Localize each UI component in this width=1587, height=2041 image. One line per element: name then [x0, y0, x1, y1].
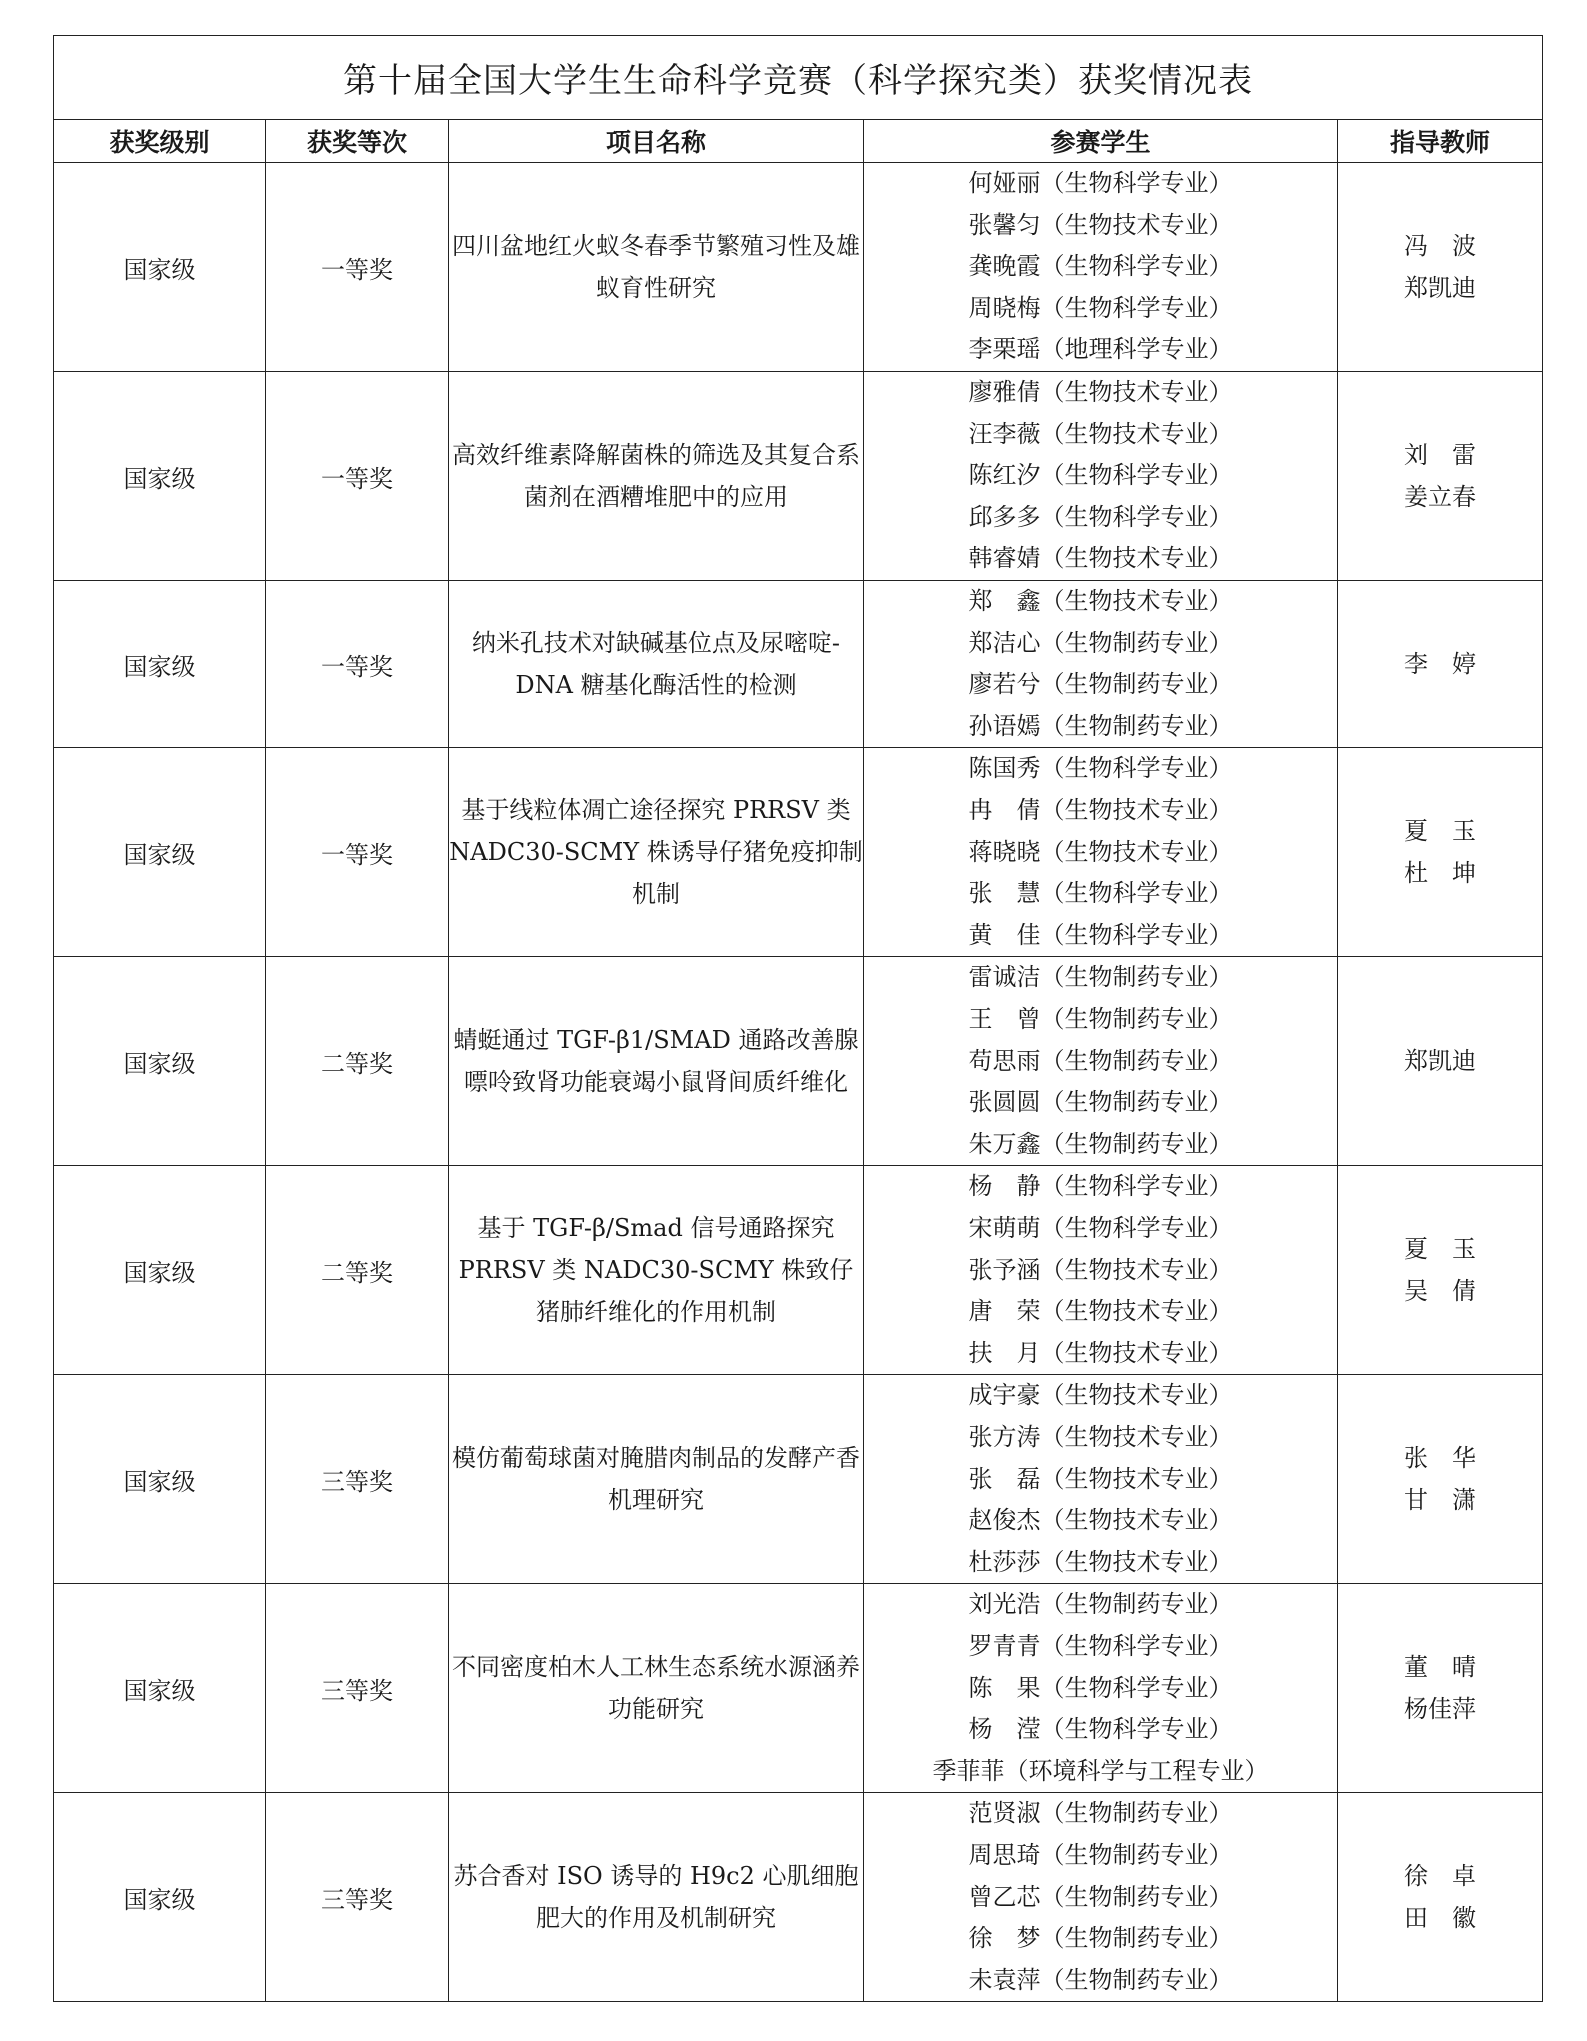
- students-cell: [864, 1584, 1338, 1793]
- table-row: [54, 1166, 1543, 1375]
- award-grade-cell: 二等奖: [266, 1166, 449, 1375]
- table-row: [54, 1375, 1543, 1584]
- advisor-name: 郑凯迪: [1404, 274, 1477, 302]
- student-entry: 罗青青（生物科学专业）: [968, 1631, 1233, 1660]
- advisor-name: 冯 波: [1404, 232, 1477, 260]
- student-entry: 张圆圆（生物制药专业）: [968, 1088, 1233, 1117]
- award-grade-cell: 三等奖: [266, 1584, 449, 1793]
- table-row: [54, 1793, 1543, 2002]
- header-award-grade: 获奖等次: [266, 120, 449, 163]
- student-entry: 赵俊杰（生物技术专业）: [968, 1506, 1233, 1535]
- advisor-name: 徐 卓: [1404, 1862, 1477, 1891]
- project-name-cell: [449, 1375, 864, 1584]
- project-name-cell: [449, 1584, 864, 1793]
- award-level-cell: 国家级: [54, 1375, 266, 1584]
- award-level-cell: 国家级: [54, 1166, 266, 1375]
- table-row: [54, 372, 1543, 581]
- student-entry: 张馨匀（生物技术专业）: [968, 210, 1233, 239]
- advisors-cell: [1338, 1793, 1543, 2002]
- student-entry: 杨 滢（生物科学专业）: [968, 1715, 1233, 1744]
- project-name: 纳米孔技术对缺碱基位点及尿嘧啶-DNA 糖基化酶活性的检测: [471, 629, 841, 700]
- student-entry: 廖雅倩（生物技术专业）: [968, 378, 1233, 407]
- student-entry: 曾乙芯（生物制药专业）: [968, 1882, 1233, 1911]
- student-entry: 刘光浩（生物制药专业）: [968, 1590, 1233, 1619]
- student-entry: 宋萌萌（生物科学专业）: [968, 1213, 1233, 1242]
- student-entry: 郑 鑫（生物技术专业）: [968, 587, 1233, 615]
- advisor-name: 吴 倩: [1404, 1277, 1477, 1306]
- header-award-level: 获奖级别: [54, 120, 266, 163]
- table-row: [54, 1584, 1543, 1793]
- student-entry: 孙语嫣（生物制药专业）: [968, 711, 1233, 740]
- project-name-cell: [449, 581, 864, 748]
- award-level-cell: 国家级: [54, 748, 266, 957]
- project-name-cell: [449, 1166, 864, 1375]
- project-name-cell: [449, 372, 864, 581]
- student-entry: 唐 荣（生物技术专业）: [968, 1297, 1233, 1326]
- student-entry: 汪李薇（生物技术专业）: [968, 419, 1233, 448]
- project-name-cell: [449, 1793, 864, 2002]
- project-name: 蜻蜓通过 TGF-β1/SMAD 通路改善腺嘌呤致肾功能衰竭小鼠肾间质纤维化: [453, 1026, 859, 1097]
- project-name: 四川盆地红火蚁冬春季节繁殖习性及雄蚁育性研究: [452, 232, 860, 302]
- student-entry: 邱多多（生物科学专业）: [968, 502, 1233, 531]
- award-grade-cell: 一等奖: [266, 581, 449, 748]
- student-entry: 王 曾（生物制药专业）: [968, 1004, 1233, 1033]
- advisors-cell: [1338, 581, 1543, 748]
- award-rows: [54, 163, 1543, 2002]
- advisor-name: 田 徽: [1404, 1904, 1477, 1933]
- advisor-name: 刘 雷: [1404, 441, 1477, 469]
- project-name: 基于 TGF-β/Smad 信号通路探究 PRRSV 类 NADC30-SCMY 株致仔猪肺纤维化的作用机制: [458, 1214, 854, 1327]
- table-title: 第十届全国大学生生命科学竞赛（科学探究类）获奖情况表: [54, 36, 1543, 120]
- student-entry: 杨 静（生物科学专业）: [968, 1172, 1233, 1201]
- advisor-name: 夏 玉: [1404, 1235, 1477, 1264]
- students-cell: [864, 1375, 1338, 1584]
- project-name: 不同密度柏木人工林生态系统水源涵养功能研究: [452, 1653, 860, 1724]
- advisor-name: 夏 玉: [1404, 817, 1477, 846]
- student-entry: 张 磊（生物技术专业）: [968, 1464, 1233, 1493]
- students-cell: [864, 581, 1338, 748]
- advisors-cell: [1338, 1375, 1543, 1584]
- student-entry: 范贤淑（生物制药专业）: [968, 1799, 1233, 1828]
- student-entry: 杜莎莎（生物技术专业）: [968, 1547, 1233, 1576]
- student-entry: 何娅丽（生物科学专业）: [968, 169, 1233, 198]
- student-entry: 未袁萍（生物制药专业）: [968, 1965, 1233, 1994]
- award-level-cell: 国家级: [54, 163, 266, 372]
- award-grade-cell: 一等奖: [266, 372, 449, 581]
- advisors-cell: [1338, 748, 1543, 957]
- student-entry: 陈国秀（生物科学专业）: [968, 754, 1233, 783]
- advisor-name: 姜立春: [1404, 483, 1477, 511]
- award-grade-cell: 一等奖: [266, 163, 449, 372]
- award-level-cell: 国家级: [54, 1793, 266, 2002]
- project-name: 高效纤维素降解菌株的筛选及其复合系菌剂在酒糟堆肥中的应用: [452, 441, 860, 511]
- advisors-cell: [1338, 957, 1543, 1166]
- advisors-cell: [1338, 163, 1543, 372]
- project-name-cell: [449, 163, 864, 372]
- award-level-cell: 国家级: [54, 581, 266, 748]
- students-cell: [864, 748, 1338, 957]
- table-row: [54, 163, 1543, 372]
- student-entry: 张方涛（生物技术专业）: [968, 1422, 1233, 1451]
- student-entry: 蒋晓晓（生物技术专业）: [968, 837, 1233, 866]
- award-grade-cell: 三等奖: [266, 1793, 449, 2002]
- students-cell: [864, 1166, 1338, 1375]
- student-entry: 朱万鑫（生物制药专业）: [968, 1129, 1233, 1158]
- student-entry: 韩睿婧（生物技术专业）: [968, 544, 1233, 573]
- student-entry: 龚晚霞（生物科学专业）: [968, 252, 1233, 281]
- award-table-page: [53, 35, 1542, 2002]
- advisor-name: 甘 潇: [1404, 1486, 1477, 1515]
- students-cell: [864, 372, 1338, 581]
- advisor-name: 董 晴: [1404, 1653, 1477, 1682]
- advisors-cell: [1338, 1584, 1543, 1793]
- student-entry: 李栗瑶（地理科学专业）: [968, 335, 1233, 364]
- award-grade-cell: 一等奖: [266, 748, 449, 957]
- advisor-name: 李 婷: [1404, 650, 1477, 679]
- project-name: 模仿葡萄球菌对腌腊肉制品的发酵产香机理研究: [452, 1444, 860, 1515]
- award-table: [53, 35, 1543, 2002]
- table-row: [54, 748, 1543, 957]
- advisor-name: 杜 坤: [1404, 859, 1477, 888]
- student-entry: 冉 倩（生物技术专业）: [968, 795, 1233, 824]
- header-advisors: 指导教师: [1338, 120, 1543, 163]
- award-grade-cell: 二等奖: [266, 957, 449, 1166]
- students-cell: [864, 163, 1338, 372]
- student-entry: 黄 佳（生物科学专业）: [968, 920, 1233, 949]
- project-name: 基于线粒体凋亡途径探究 PRRSV 类 NADC30-SCMY 株诱导仔猪免疫抑制机制: [449, 796, 863, 909]
- advisor-name: 郑凯迪: [1404, 1047, 1477, 1076]
- student-entry: 张 慧（生物科学专业）: [968, 879, 1233, 908]
- advisors-cell: [1338, 372, 1543, 581]
- header-students: 参赛学生: [864, 120, 1338, 163]
- advisors-cell: [1338, 1166, 1543, 1375]
- advisor-name: 杨佳萍: [1404, 1695, 1477, 1724]
- student-entry: 成宇豪（生物技术专业）: [968, 1381, 1233, 1410]
- award-level-cell: 国家级: [54, 1584, 266, 1793]
- student-entry: 徐 梦（生物制药专业）: [968, 1924, 1233, 1953]
- student-entry: 周思琦（生物制药专业）: [968, 1840, 1233, 1869]
- students-cell: [864, 1793, 1338, 2002]
- student-entry: 扶 月（生物技术专业）: [968, 1338, 1233, 1367]
- header-project-name: 项目名称: [449, 120, 864, 163]
- students-cell: [864, 957, 1338, 1166]
- student-entry: 张予涵（生物技术专业）: [968, 1255, 1233, 1284]
- student-entry: 陈 果（生物科学专业）: [968, 1673, 1233, 1702]
- table-row: [54, 581, 1543, 748]
- award-level-cell: 国家级: [54, 372, 266, 581]
- student-entry: 周晓梅（生物科学专业）: [968, 293, 1233, 322]
- project-name: 苏合香对 ISO 诱导的 H9c2 心肌细胞肥大的作用及机制研究: [453, 1862, 859, 1933]
- student-entry: 郑洁心（生物制药专业）: [968, 628, 1233, 657]
- advisor-name: 张 华: [1404, 1444, 1477, 1473]
- award-grade-cell: 三等奖: [266, 1375, 449, 1584]
- award-level-cell: 国家级: [54, 957, 266, 1166]
- project-name-cell: [449, 957, 864, 1166]
- student-entry: 陈红汐（生物科学专业）: [968, 461, 1233, 490]
- student-entry: 廖若兮（生物制药专业）: [968, 670, 1233, 699]
- student-entry: 季菲菲（环境科学与工程专业）: [932, 1756, 1269, 1785]
- student-entry: 雷诚洁（生物制药专业）: [968, 963, 1233, 992]
- project-name-cell: [449, 748, 864, 957]
- table-row: [54, 957, 1543, 1166]
- student-entry: 苟思雨（生物制药专业）: [968, 1046, 1233, 1075]
